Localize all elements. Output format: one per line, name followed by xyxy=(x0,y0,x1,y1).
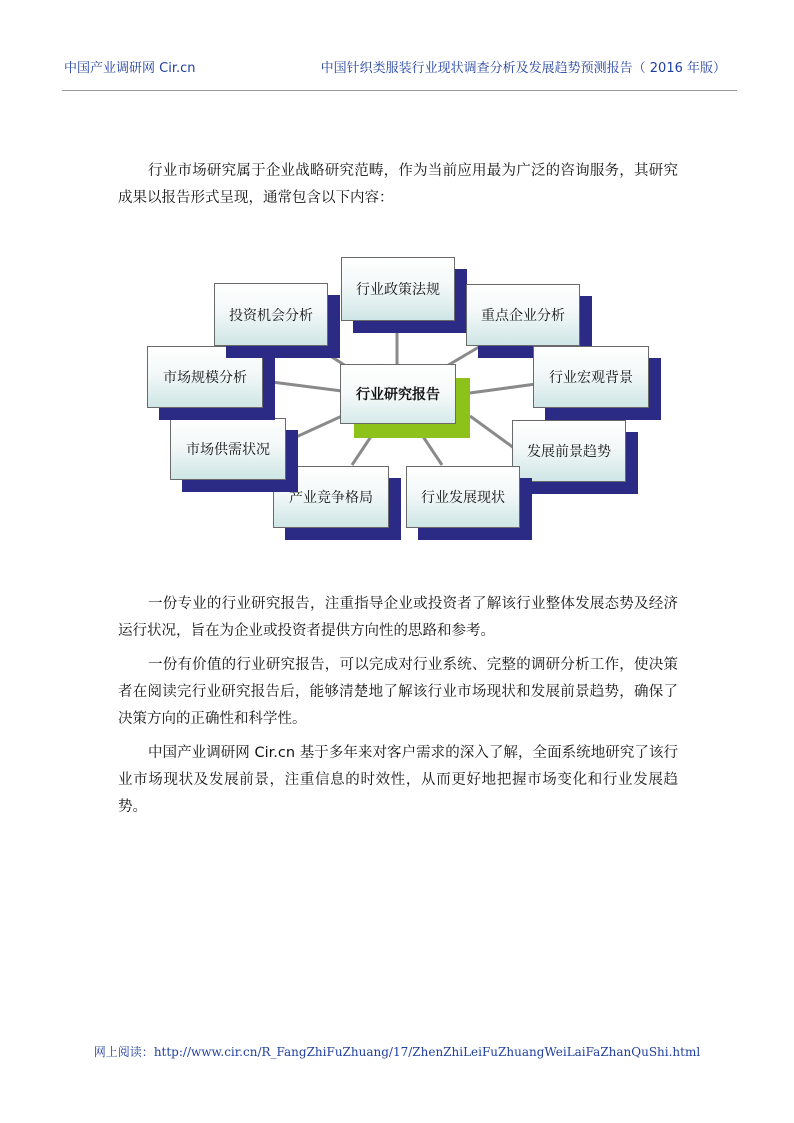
diagram-node-status: 行业发展现状 xyxy=(406,466,520,528)
diagram-center-node: 行业研究报告 xyxy=(340,364,456,424)
diagram-node-investment: 投资机会分析 xyxy=(214,283,328,346)
intro-paragraph: 行业市场研究属于企业战略研究范畴，作为当前应用最为广泛的咨询服务，其研究成果以报告形式呈现，通常包含以下内容： xyxy=(118,163,678,206)
body-paragraph-2: 一份有价值的行业研究报告，可以完成对行业系统、完整的调研分析工作，使决策者在阅读完行业研究报告后，能够清楚地了解该行业市场现状和发展前景趋势，确保了决策方向的正确性和科学性。 xyxy=(118,657,678,727)
footer-online-reading xyxy=(0,1043,794,1060)
diagram-node-outlook: 发展前景趋势 xyxy=(512,420,626,482)
diagram-node-policy: 行业政策法规 xyxy=(341,257,455,321)
connector-market-size xyxy=(264,381,342,391)
header-report-title: 中国针织类服装行业现状调查分析及发展趋势预测报告（ 2016 年版） xyxy=(320,61,726,76)
connector-competition xyxy=(352,432,374,465)
connector-status xyxy=(420,432,442,465)
header-site-name: 中国产业调研网 Cir.cn xyxy=(64,61,196,76)
body-paragraph-3: 中国产业调研网 Cir.cn 基于多年来对客户需求的深入了解，全面系统地研究了该行业市场现状及发展前景，注重信息的时效性，从而更好地把握市场变化和行业发展趋势。 xyxy=(118,745,678,815)
footer-label: 网上阅读： xyxy=(93,1045,154,1059)
connector-macro xyxy=(470,384,536,393)
connector-outlook xyxy=(470,416,514,448)
diagram-node-market-size: 市场规模分析 xyxy=(147,346,263,408)
diagram-node-supply-demand: 市场供需状况 xyxy=(170,418,286,480)
diagram-node-key-companies: 重点企业分析 xyxy=(466,284,580,346)
diagram-node-competition: 产业竞争格局 xyxy=(273,466,389,528)
body-paragraph-1: 一份专业的行业研究报告，注重指导企业或投资者了解该行业整体发展态势及经济运行状况，旨在为企业或投资者提供方向性的思路和参考。 xyxy=(118,596,678,639)
footer-url-link[interactable]: http://www.cir.cn/R_FangZhiFuZhuang/17/ZhenZhiLeiFuZhuangWeiLaiFaZhanQuShi.html xyxy=(153,1045,701,1059)
diagram-node-macro: 行业宏观背景 xyxy=(533,346,649,408)
